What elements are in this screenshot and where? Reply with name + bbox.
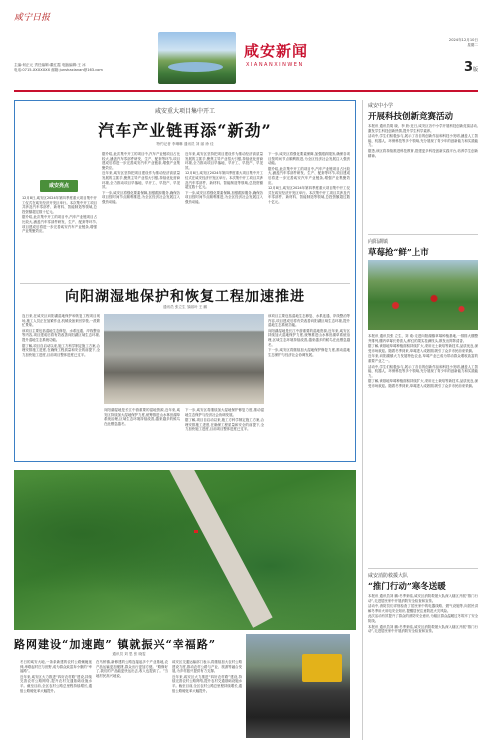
wetland-paragraph: 向阳湖湿地是长江中游重要的湿地资源,近年来,咸安区持续加大湿地保护力度,统筹推进山水林田湖草系统治理,区域生态环境持续改善,越来越多的候鸟在此栖息越冬。 bbox=[268, 328, 350, 347]
sidebar-paragraph: 此次活动有效提升了群众的消防安全意识,为辖区群众温暖过冬筑牢了安全防线。 bbox=[368, 614, 478, 623]
sidebar-paragraph: 活动中,学生们积极参与,展示了各自的创新作品和科技小发明,涵盖人工智能、机器人、环保科技等多个领域,充分展现了青少年的创新能力和实践能力。 bbox=[368, 364, 478, 378]
lead-paragraph: 下一步,咸安区将强化要素保障,加强跟踪服务,确保各项目按时间节点顺利推进,为全区经济社会发展注入强劲动能。 bbox=[268, 152, 350, 166]
lead-column-1 bbox=[22, 196, 97, 280]
page-unit: 版 bbox=[472, 67, 478, 73]
lead-paragraph: 据介绍,此次集中开工的项目中,汽车产业链项目占比较大,涵盖汽车零部件研发、生产、配套等环节,项目建成后将进一步完善咸安汽车产业链条,增强产业集聚效应。 bbox=[268, 166, 350, 185]
wetland-headline[interactable]: 向阳湖湿地保护和恢复工程加速推进 bbox=[65, 289, 305, 305]
wetland-paragraph: 据了解,项目自启动以来,施工方科学制定施工方案,合理安排施工进度,在确保工程质量和安全的前提下,全力加快施工进度,目前项目整体进度已过半。 bbox=[22, 343, 100, 357]
sidebar-divider bbox=[362, 100, 363, 740]
lead-paragraph: 据介绍,此次集中开工的项目中,汽车产业链项目占比较大,涵盖汽车零部件研发、生产、配套等环节,项目建成后将进一步完善咸安汽车产业链条,增强产业集聚效应。 bbox=[102, 152, 180, 170]
road-paragraph: 咸安区交通运输部门表示,将继续加大农村公路建设力度,推动农村公路与产业、旅游等融合发展,为乡村振兴提供有力支撑。 bbox=[172, 660, 242, 674]
weekday: 星期二 bbox=[467, 43, 478, 47]
story-divider bbox=[20, 283, 350, 284]
sidebar-paragraph: 据悉,该区将持续推进科技教育,搭建更多科技创新实践平台,培养学生创新精神。 bbox=[368, 148, 478, 158]
wetland-construction-photo bbox=[104, 314, 264, 404]
sidebar-paragraph: 本报讯 通讯员刘 鹏:冬季来临,咸安区消防救援大队深入辖区开展“推门行动”,走进居民家中开展消防安全检查和宣传。 bbox=[368, 594, 478, 603]
road-paving-photo bbox=[246, 634, 350, 738]
sidebar-kicker: 咸安消防救援大队 bbox=[368, 573, 409, 579]
sidebar-kicker: 咸安中小学 bbox=[368, 103, 394, 109]
sidebar-headline[interactable]: “推门行动”寒冬送暖 bbox=[368, 582, 446, 592]
lead-paragraph: 据介绍,此次集中开工的项目中,汽车产业链项目占比较大,涵盖汽车零部件研发、生产、配套等环节,项目建成后将进一步完善咸安汽车产业链条,增强产业集聚效应。 bbox=[22, 215, 97, 234]
page-number-value: 3 bbox=[463, 60, 473, 75]
sidebar-paragraph: 近年来,向阳湖镇大力发展特色农业,草莓产业已成为带动群众增收致富的重要产业之一。 bbox=[368, 354, 478, 363]
lead-kicker: 咸安重大项目集中开工 bbox=[154, 108, 215, 115]
lead-paragraph: 12月8日,咸安区2024年第四季度重大项目集中开工仪式在咸安经济开发区举行。本次集中开工项目共涉及汽车零部件、新材料、智能制造等领域,总投资额超过数十亿元。 bbox=[22, 196, 97, 214]
lead-paragraph: 12月8日,咸安区2024年第四季度重大项目集中开工仪式在咸安经济开发区举行。本次集中开工项目共涉及汽车零部件、新材料、智能制造等领域,总投资额超过数十亿元。 bbox=[268, 186, 350, 204]
road-paragraph: 近年来,咸安区大力推进“四好农村路”建设,持续完善农村公路网络,提升农村交通基础设施水平。截至目前,全区农村公路总里程持续增长,通组公路硬化率大幅提升。 bbox=[172, 674, 242, 693]
editor-line: 主编:何正元 责任编辑:董红霞 电脑编辑:王 冰 bbox=[14, 63, 86, 67]
lead-headline[interactable]: 汽车产业链再添“新劲” bbox=[98, 121, 272, 140]
wetland-paragraph: 该项目主要包括湿地生态修复、水系连通、岸线整治等内容,项目建成后将有效改善向阳湖区域生态环境,提升湿地生态系统功能。 bbox=[268, 314, 350, 328]
wetland-column-3 bbox=[185, 408, 264, 456]
road-paragraph: 冬日的咸安大地,一条条新建的农村公路蜿蜒延伸,串联起村庄与田野,成为群众致富奔小康的“幸福路”。 bbox=[20, 660, 92, 674]
sidebar-kicker: 向阳湖镇 bbox=[368, 239, 389, 245]
newspaper-logo: 咸宁日报 bbox=[14, 13, 51, 23]
wetland-paragraph: 下一步,咸安区将继续加大湿地保护修复力度,推动湿地生态保护与经济社会协调发展。 bbox=[185, 408, 264, 417]
wetland-column-2 bbox=[104, 408, 180, 456]
header-meta bbox=[14, 63, 164, 73]
sidebar-paragraph: 据了解,该基地草莓种植面积持续扩大,采用无土栽培等新技术,品质优良,深受市场欢迎。随着冬季到来,草莓进入成熟期,吸引了众多市民前来采摘。 bbox=[368, 379, 478, 388]
road-column-1 bbox=[20, 660, 92, 738]
section-pinyin: XIANANXINWEN bbox=[246, 62, 304, 68]
sidebar-paragraph: 本报讯 通讯员胡 晓、李 欣:近日,咸安区各中小学开展科技创新竞赛活动,激发学生科技创新热情,提升学生科学素养。 bbox=[368, 124, 478, 133]
sidebar-story2-body bbox=[368, 334, 478, 566]
sidebar-paragraph: 本报讯 通讯员刘 鹏:冬季来临,咸安区消防救援大队深入辖区开展“推门行动”,走进居民家中开展消防安全检查和宣传。 bbox=[368, 624, 478, 634]
issue-date bbox=[449, 38, 478, 48]
sidebar-paragraph: 活动中,消防员们详细检查了居民家中的电器线路、燃气设施等,向居民讲解冬季用火用电安全知识,提醒居民注意防范火灾风险。 bbox=[368, 604, 478, 613]
wetland-paragraph: 下一步,咸安区将继续加大湿地保护修复力度,推动湿地生态保护与经济社会协调发展。 bbox=[268, 348, 350, 357]
lead-paragraph: 近年来,咸安区坚持把项目建设作为推动经济高质量发展的主抓手,聚焦主导产业招大引强,持续优化营商环境,全力推动项目早落地、早开工、早投产、早见效。 bbox=[102, 171, 180, 190]
wetland-column-4 bbox=[268, 314, 350, 456]
wetland-paragraph: 连日来,在咸安区向阳湖湿地保护和恢复工程项目现场,施工人员正在加紧作业,机械设备来回穿梭,一派繁忙景象。 bbox=[22, 314, 100, 328]
sidebar-headline[interactable]: 草莓抢“鲜”上市 bbox=[368, 248, 429, 258]
lead-column-4 bbox=[268, 152, 350, 280]
contact-line: 电话:0715-XXXXXXX 邮箱:junshaxianan@163.com bbox=[14, 68, 103, 72]
sidebar-headline[interactable]: 开展科技创新竞赛活动 bbox=[368, 112, 454, 122]
wetland-paragraph: 该项目主要包括湿地生态修复、水系连通、岸线整治等内容,项目建成后将有效改善向阳湖区域生态环境,提升湿地生态系统功能。 bbox=[22, 328, 100, 342]
sidebar-paragraph: 据了解,该基地草莓种植面积持续扩大,采用无土栽培等新技术,品质优良,深受市场欢迎。随着冬季到来,草莓进入成熟期,吸引了众多市民前来采摘。 bbox=[368, 344, 478, 353]
wetland-paragraph: 向阳湖湿地是长江中游重要的湿地资源,近年来,咸安区持续加大湿地保护力度,统筹推进山水林田湖草系统治理,区域生态环境持续改善,越来越多的候鸟在此栖息越冬。 bbox=[104, 408, 180, 426]
lead-paragraph: 近年来,咸安区坚持把项目建设作为推动经济高质量发展的主抓手,聚焦主导产业招大引强,持续优化营商环境,全力推动项目早落地、早开工、早投产、早见效。 bbox=[185, 152, 263, 170]
sidebar-story1-body bbox=[368, 124, 478, 232]
highlight-tag: 咸安亮点 bbox=[40, 180, 78, 192]
lead-byline: 特约记者 李琳琳 通讯员 刘 丽 徐 佳 bbox=[156, 142, 214, 146]
lead-paragraph: 12月8日,咸安区2024年第四季度重大项目集中开工仪式在咸安经济开发区举行。本次集中开工项目共涉及汽车零部件、新材料、智能制造等领域,总投资额超过数十亿元。 bbox=[185, 171, 263, 190]
wetland-paragraph: 据了解,项目自启动以来,施工方科学制定施工方案,合理安排施工进度,在确保工程质量和安全的前提下,全力加快施工进度,目前项目整体进度已过半。 bbox=[185, 418, 264, 432]
road-paragraph: 在马桥镇,新修建的公路连接起多个产业基地,农产品运输更加便捷,群众出行更加方便。“路修好了,我们的产品能更快运出去,收入也提高了。”当地村民高兴地说。 bbox=[96, 660, 168, 678]
wetland-byline: 通讯员 张立生 邹丽叶 王 鹏 bbox=[162, 305, 208, 309]
road-column-3 bbox=[172, 660, 242, 738]
sidebar-story3-body bbox=[368, 594, 478, 738]
road-paragraph: 近年来,咸安区大力推进“四好农村路”建设,持续完善农村公路网络,提升农村交通基础设施水平。截至目前,全区农村公路总里程持续增长,通组公路硬化率大幅提升。 bbox=[20, 674, 92, 693]
strawberry-photo bbox=[368, 260, 478, 330]
header-divider bbox=[14, 90, 478, 92]
road-headline[interactable]: 路网建设“加速跑” 镇就振兴“幸福路” bbox=[14, 638, 217, 651]
section-title: 咸安新闻 bbox=[244, 42, 309, 60]
wetland-column-1 bbox=[22, 314, 100, 456]
road-byline: 通讯员 刘 思 张 晓雯 bbox=[112, 652, 146, 656]
sidebar-paragraph: 本报讯 通讯员张 立生、刘 欢:走进向阳湖镇草莓种植基地,一排排大棚整齐排列,棚内草莓长势喜人,鲜红的果实挂满枝头,散发出阵阵清香。 bbox=[368, 334, 478, 343]
date: 2024年12月10日 bbox=[448, 38, 478, 42]
lead-paragraph: 下一步,咸安区将强化要素保障,加强跟踪服务,确保各项目按时间节点顺利推进,为全区经济社会发展注入强劲动能。 bbox=[102, 190, 180, 204]
lead-paragraph: 下一步,咸安区将强化要素保障,加强跟踪服务,确保各项目按时间节点顺利推进,为全区经济社会发展注入强劲动能。 bbox=[185, 190, 263, 204]
sidebar-divider-line bbox=[368, 568, 478, 569]
lead-column-2 bbox=[102, 152, 180, 280]
lead-column-3 bbox=[185, 152, 263, 280]
rural-road-aerial-photo bbox=[14, 470, 356, 630]
page-number bbox=[464, 60, 478, 75]
sidebar-paragraph: 活动中,学生们积极参与,展示了各自的创新作品和科技小发明,涵盖人工智能、机器人、环保科技等多个领域,充分展现了青少年的创新能力和实践能力。 bbox=[368, 134, 478, 148]
sidebar-divider-line bbox=[368, 234, 478, 235]
road-column-2 bbox=[96, 660, 168, 738]
masthead-landscape-photo bbox=[158, 32, 236, 84]
